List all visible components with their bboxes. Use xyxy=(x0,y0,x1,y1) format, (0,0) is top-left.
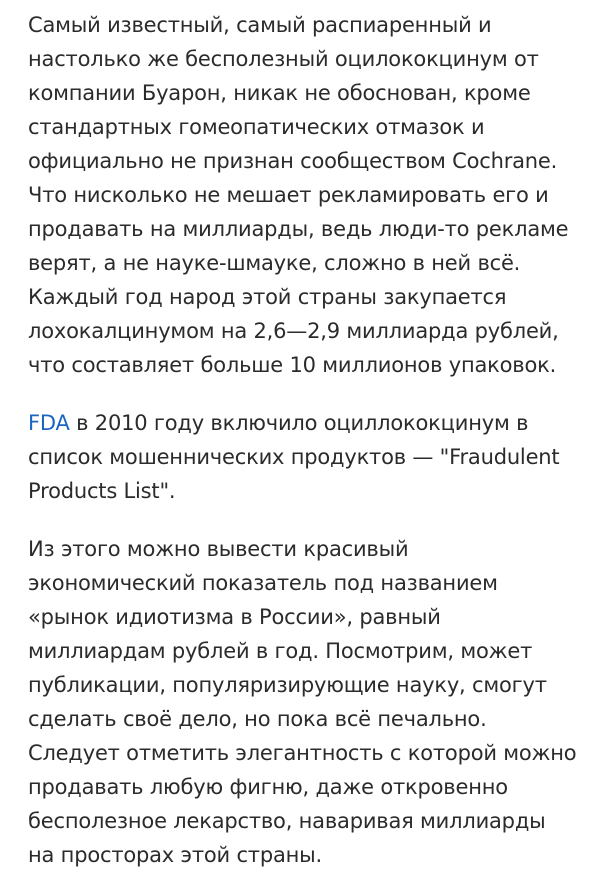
paragraph-oscillococcinum xyxy=(28,0,578,382)
paragraph-market xyxy=(28,532,578,872)
text-line: миллиардам рублей в год. Посмотрим, может xyxy=(28,639,533,663)
text-line: публикации, популяризирующие науку, смогут xyxy=(28,673,547,697)
text-line xyxy=(28,406,578,440)
text-line: что составляет больше 10 миллионов упаковок. xyxy=(28,353,557,377)
text-line: компании Буарон, никак не обоснован, кроме xyxy=(28,81,531,105)
text-line: продавать на миллиарды, ведь люди-то рекламе xyxy=(28,217,569,241)
text-line: Что нисколько не мешает рекламировать его и xyxy=(28,183,549,207)
text-line: экономический показатель под названием xyxy=(28,571,498,595)
text-line: Следует отметить элегантность с которой можно xyxy=(28,741,577,765)
text-line: «рынок идиотизма в России», равный xyxy=(28,605,441,629)
text-line: официально не признан сообществом Cochrane. xyxy=(28,149,558,173)
text-line: Из этого можно вывести красивый xyxy=(28,537,409,561)
text-line: верят, а не науке-шмауке, сложно в ней всё. xyxy=(28,251,521,275)
fda-link[interactable]: FDA xyxy=(28,411,70,435)
text-line: список мошеннических продуктов — "Fraudulent xyxy=(28,445,560,469)
text-line: на просторах этой страны. xyxy=(28,843,323,867)
text-line: настолько же бесполезный оцилококцинум от xyxy=(28,47,539,71)
text-line: продавать любую фигню, даже откровенно xyxy=(28,775,508,799)
text-line: стандартных гомеопатических отмазок и xyxy=(28,115,485,139)
text-fragment: в 2010 году включило оциллококцинум в xyxy=(69,411,529,435)
text-line: Products List". xyxy=(28,479,176,503)
text-line: бесполезное лекарство, наваривая миллиарды xyxy=(28,809,546,833)
text-line: Каждый год народ этой страны закупается xyxy=(28,285,507,309)
text-line: сделать своё дело, но пока всё печально. xyxy=(28,707,487,731)
text-line: лохокалцинумом на 2,6—2,9 миллиарда рублей, xyxy=(28,319,559,343)
paragraph-fda xyxy=(28,406,578,508)
text-line: Самый известный, самый распиаренный и xyxy=(28,13,492,37)
